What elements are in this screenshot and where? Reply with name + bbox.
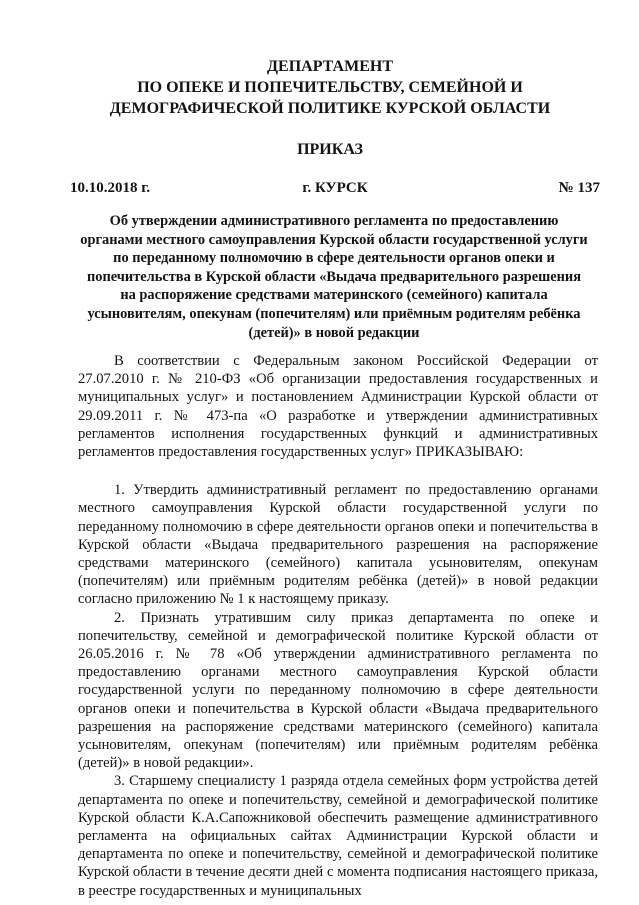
document-type-title: ПРИКАЗ (297, 141, 363, 158)
document-meta-row (70, 178, 600, 198)
paragraph-gap (78, 461, 598, 481)
document-city: г. КУРСК (302, 180, 368, 196)
document-body (78, 352, 598, 900)
header-line-3: ДЕМОГРАФИЧЕСКОЙ ПОЛИТИКЕ КУРСКОЙ ОБЛАСТИ (109, 100, 551, 117)
order-item-2: 2. Признать утратившим силу приказ департамента по опеке и попечительству, семейной и демографической политике Курской области от 26.05.2016 г. № 78 «Об утверждении административного регламента по предоставлению органами местного самоуправления Курской области государственной услуги по переданному полномочию в сфере деятельности органов опеки и попечительства в Курской области «Выдача предварительного разрешения на распоряжение средствами материнского (семейного) капитала усыновителям, опекунам (попечителям) или приёмным родителям ребёнка (детей)» в новой редакции». (78, 609, 598, 772)
header-line-1: ДЕПАРТАМЕНТ (267, 58, 393, 75)
header-line-2: ПО ОПЕКЕ И ПОПЕЧИТЕЛЬСТВУ, СЕМЕЙНОЙ И (137, 79, 523, 96)
order-item-3: 3. Старшему специалисту 1 разряда отдела семейных форм устройства детей департамента по опеке и попечительству, семейной и демографической политике Курской области К.А.Сапожниковой обеспечить размещение административного регламента на официальных сайтах Администрации Курской области и департамента по опеке и попечительству, семейной и демографической политике Курской области в течение десяти дней с момента подписания настоящего приказа, в реестре государственных и муниципальных (78, 773, 598, 899)
preamble-paragraph: В соответствии с Федеральным законом Российской Федерации от 27.07.2010 г. № 210-ФЗ «Об организации предоставления государственных и муниципальных услуг» и постановлением Администрации Курской области от 29.09.2011 г. № 473-па «О разработке и утверждении административных регламентов исполнения государственных функций и административных регламентов предоставления государственных услуг» ПРИКАЗЫВАЮ: (78, 353, 598, 461)
document-date: 10.10.2018 г. (70, 180, 151, 196)
document-number: № 137 (558, 180, 600, 196)
document-subject: Об утверждении административного регламента по предоставлению органами местного самоуправления Курской области государственной услуги по переданному полномочию в сфере деятельности органов опеки и попечительства в Курской области «Выдача предварительного разрешения на распоряжение средствами материнского (семейного) капитала усыновителям, опекунам (попечителям) или приёмным родителям ребёнка (детей)» в новой редакции (80, 213, 588, 341)
department-header (40, 56, 620, 119)
order-item-1: 1. Утвердить административный регламент по предоставлению органами местного самоуправления Курской области государственной услуги по переданному полномочию в сфере деятельности органов опеки и попечительства в Курской области «Выдача предварительного разрешения на распоряжение средствами материнского (семейного) капитала усыновителям, опекунам (попечителям) или приёмным родителям ребёнка (детей)» в новой редакции согласно приложению № 1 к настоящему приказу. (78, 482, 598, 608)
